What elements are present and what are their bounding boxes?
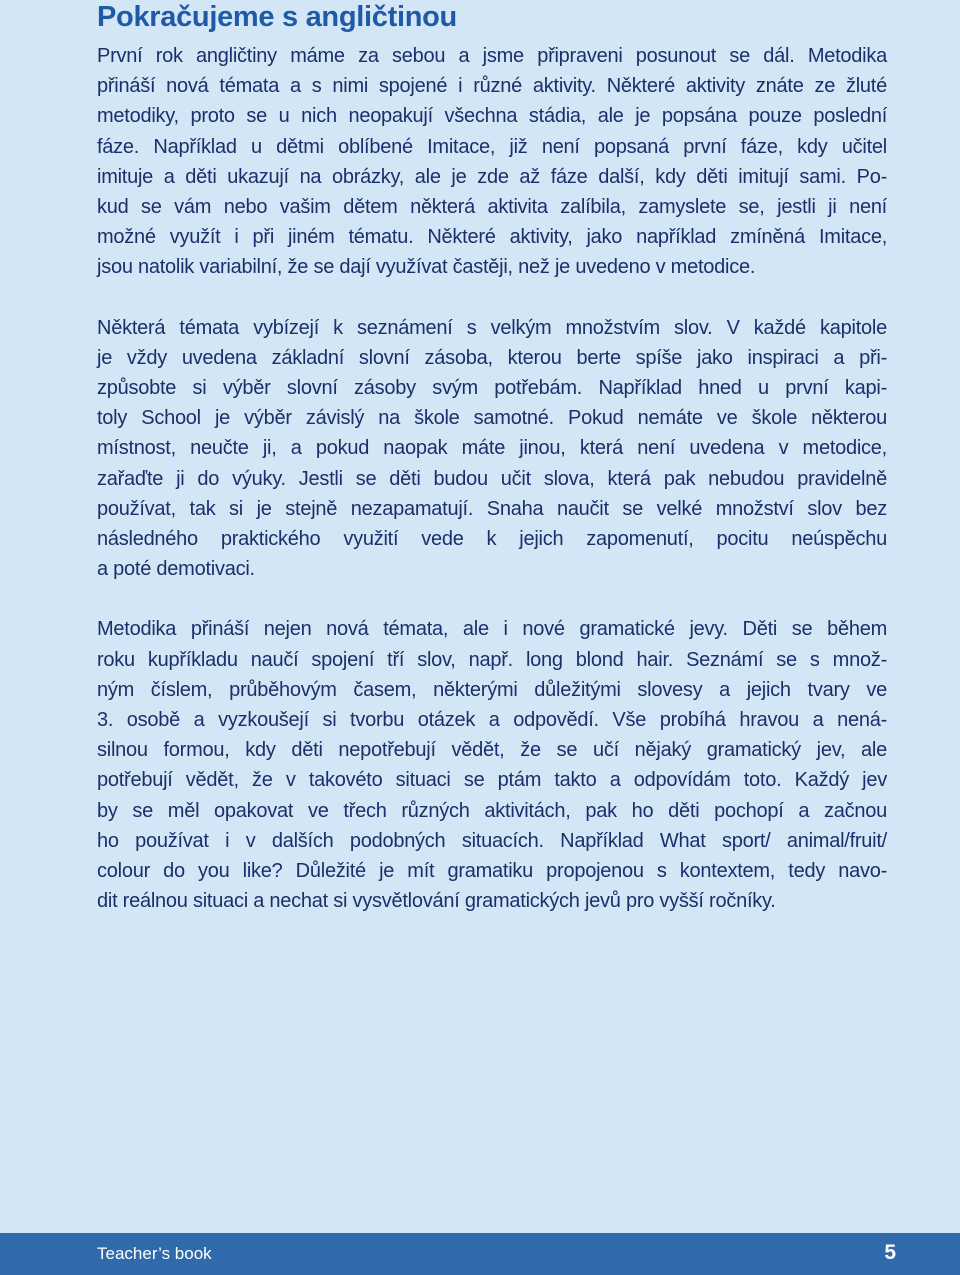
paragraph-2 [97, 313, 887, 585]
text-line: Metodika přináší nejen nová témata, ale i nové gramatické jevy. Děti se během [97, 618, 887, 641]
page-title: Pokračujeme s angličtinou [97, 1, 457, 33]
paragraph-1 [97, 41, 887, 283]
text-line: roku kupříkladu naučí spojení tří slov, např. long blond hair. Seznámí se s množ- [97, 648, 887, 671]
text-line: ho používat i v dalších podobných situacích. Například What sport/ animal/fruit/ [97, 829, 887, 852]
text-line: První rok angličtiny máme za sebou a jsme připraveni posunout se dál. Metodika [97, 45, 887, 67]
footer-book-label: Teacher’s book [97, 1244, 212, 1263]
text-line: Některá témata vybízejí k seznámení s velkým množstvím slov. V každé kapitole [97, 316, 887, 339]
text-line: následného praktického využití vede k jejich zapomenutí, pocitu neúspěchu [97, 528, 887, 551]
text-line: toly School je výběr závislý na škole samotné. Pokud nemáte ve škole některou [97, 407, 887, 430]
text-line: ným číslem, průběhovým časem, některými důležitými slovesy a jejich tvary ve [97, 678, 887, 701]
text-line: potřebují vědět, že v takovéto situaci se ptám takto a odpovídám toto. Každý jev [97, 769, 887, 792]
text-line: přináší nová témata a s nimi spojené i různé aktivity. Některé aktivity znáte ze žluté [97, 75, 887, 98]
text-line: jsou natolik variabilní, že se dají využívat častěji, než je uvedeno v metodice. [97, 256, 756, 279]
text-line: silnou formou, kdy děti nepotřebují vědět, že se učí nějaký gramatický jev, ale [97, 739, 887, 762]
paragraph-3 [97, 614, 887, 916]
text-line: dit reálnou situaci a nechat si vysvětlování gramatických jevů pro vyšší ročníky. [97, 890, 776, 913]
text-line: kud se vám nebo vašim dětem některá aktivita zalíbila, zamyslete se, jestli ji není [97, 196, 887, 219]
text-line: je vždy uvedena základní slovní zásoba, kterou berte spíše jako inspiraci a při- [97, 346, 887, 369]
text-line: fáze. Například u dětmi oblíbené Imitace, již není popsaná první fáze, kdy učitel [97, 135, 887, 158]
text-line: způsobte si výběr slovní zásoby svým potřebám. Například hned u první kapi- [97, 377, 887, 400]
text-line: imituje a děti ukazují na obrázky, ale je zde až fáze další, kdy děti imitují sami. Po- [97, 165, 887, 188]
text-line: možné využít i při jiném tématu. Některé aktivity, jako například zmíněná Imitace, [97, 226, 887, 249]
text-line: používat, tak si je stejně nezapamatují. Snaha naučit se velké množství slov bez [97, 497, 887, 520]
text-line: a poté demotivaci. [97, 558, 255, 581]
page-number: 5 [884, 1241, 896, 1264]
text-line: colour do you like? Důležité je mít gramatiku propojenou s kontextem, tedy navo- [97, 860, 887, 883]
text-line: by se měl opakovat ve třech různých aktivitách, pak ho děti pochopí a začnou [97, 799, 887, 822]
text-line: zařaďte ji do výuky. Jestli se děti budou učit slova, která pak nebudou pravidelně [97, 467, 887, 490]
text-line: metodiky, proto se u nich neopakují všechna stádia, ale je popsána pouze poslední [97, 105, 887, 128]
text-line: 3. osobě a vyzkoušejí si tvorbu otázek a odpovědí. Vše probíhá hravou a nená- [97, 709, 887, 732]
text-line: místnost, neučte ji, a pokud naopak máte jinou, která není uvedena v metodice, [97, 437, 887, 460]
body-text [97, 41, 887, 916]
